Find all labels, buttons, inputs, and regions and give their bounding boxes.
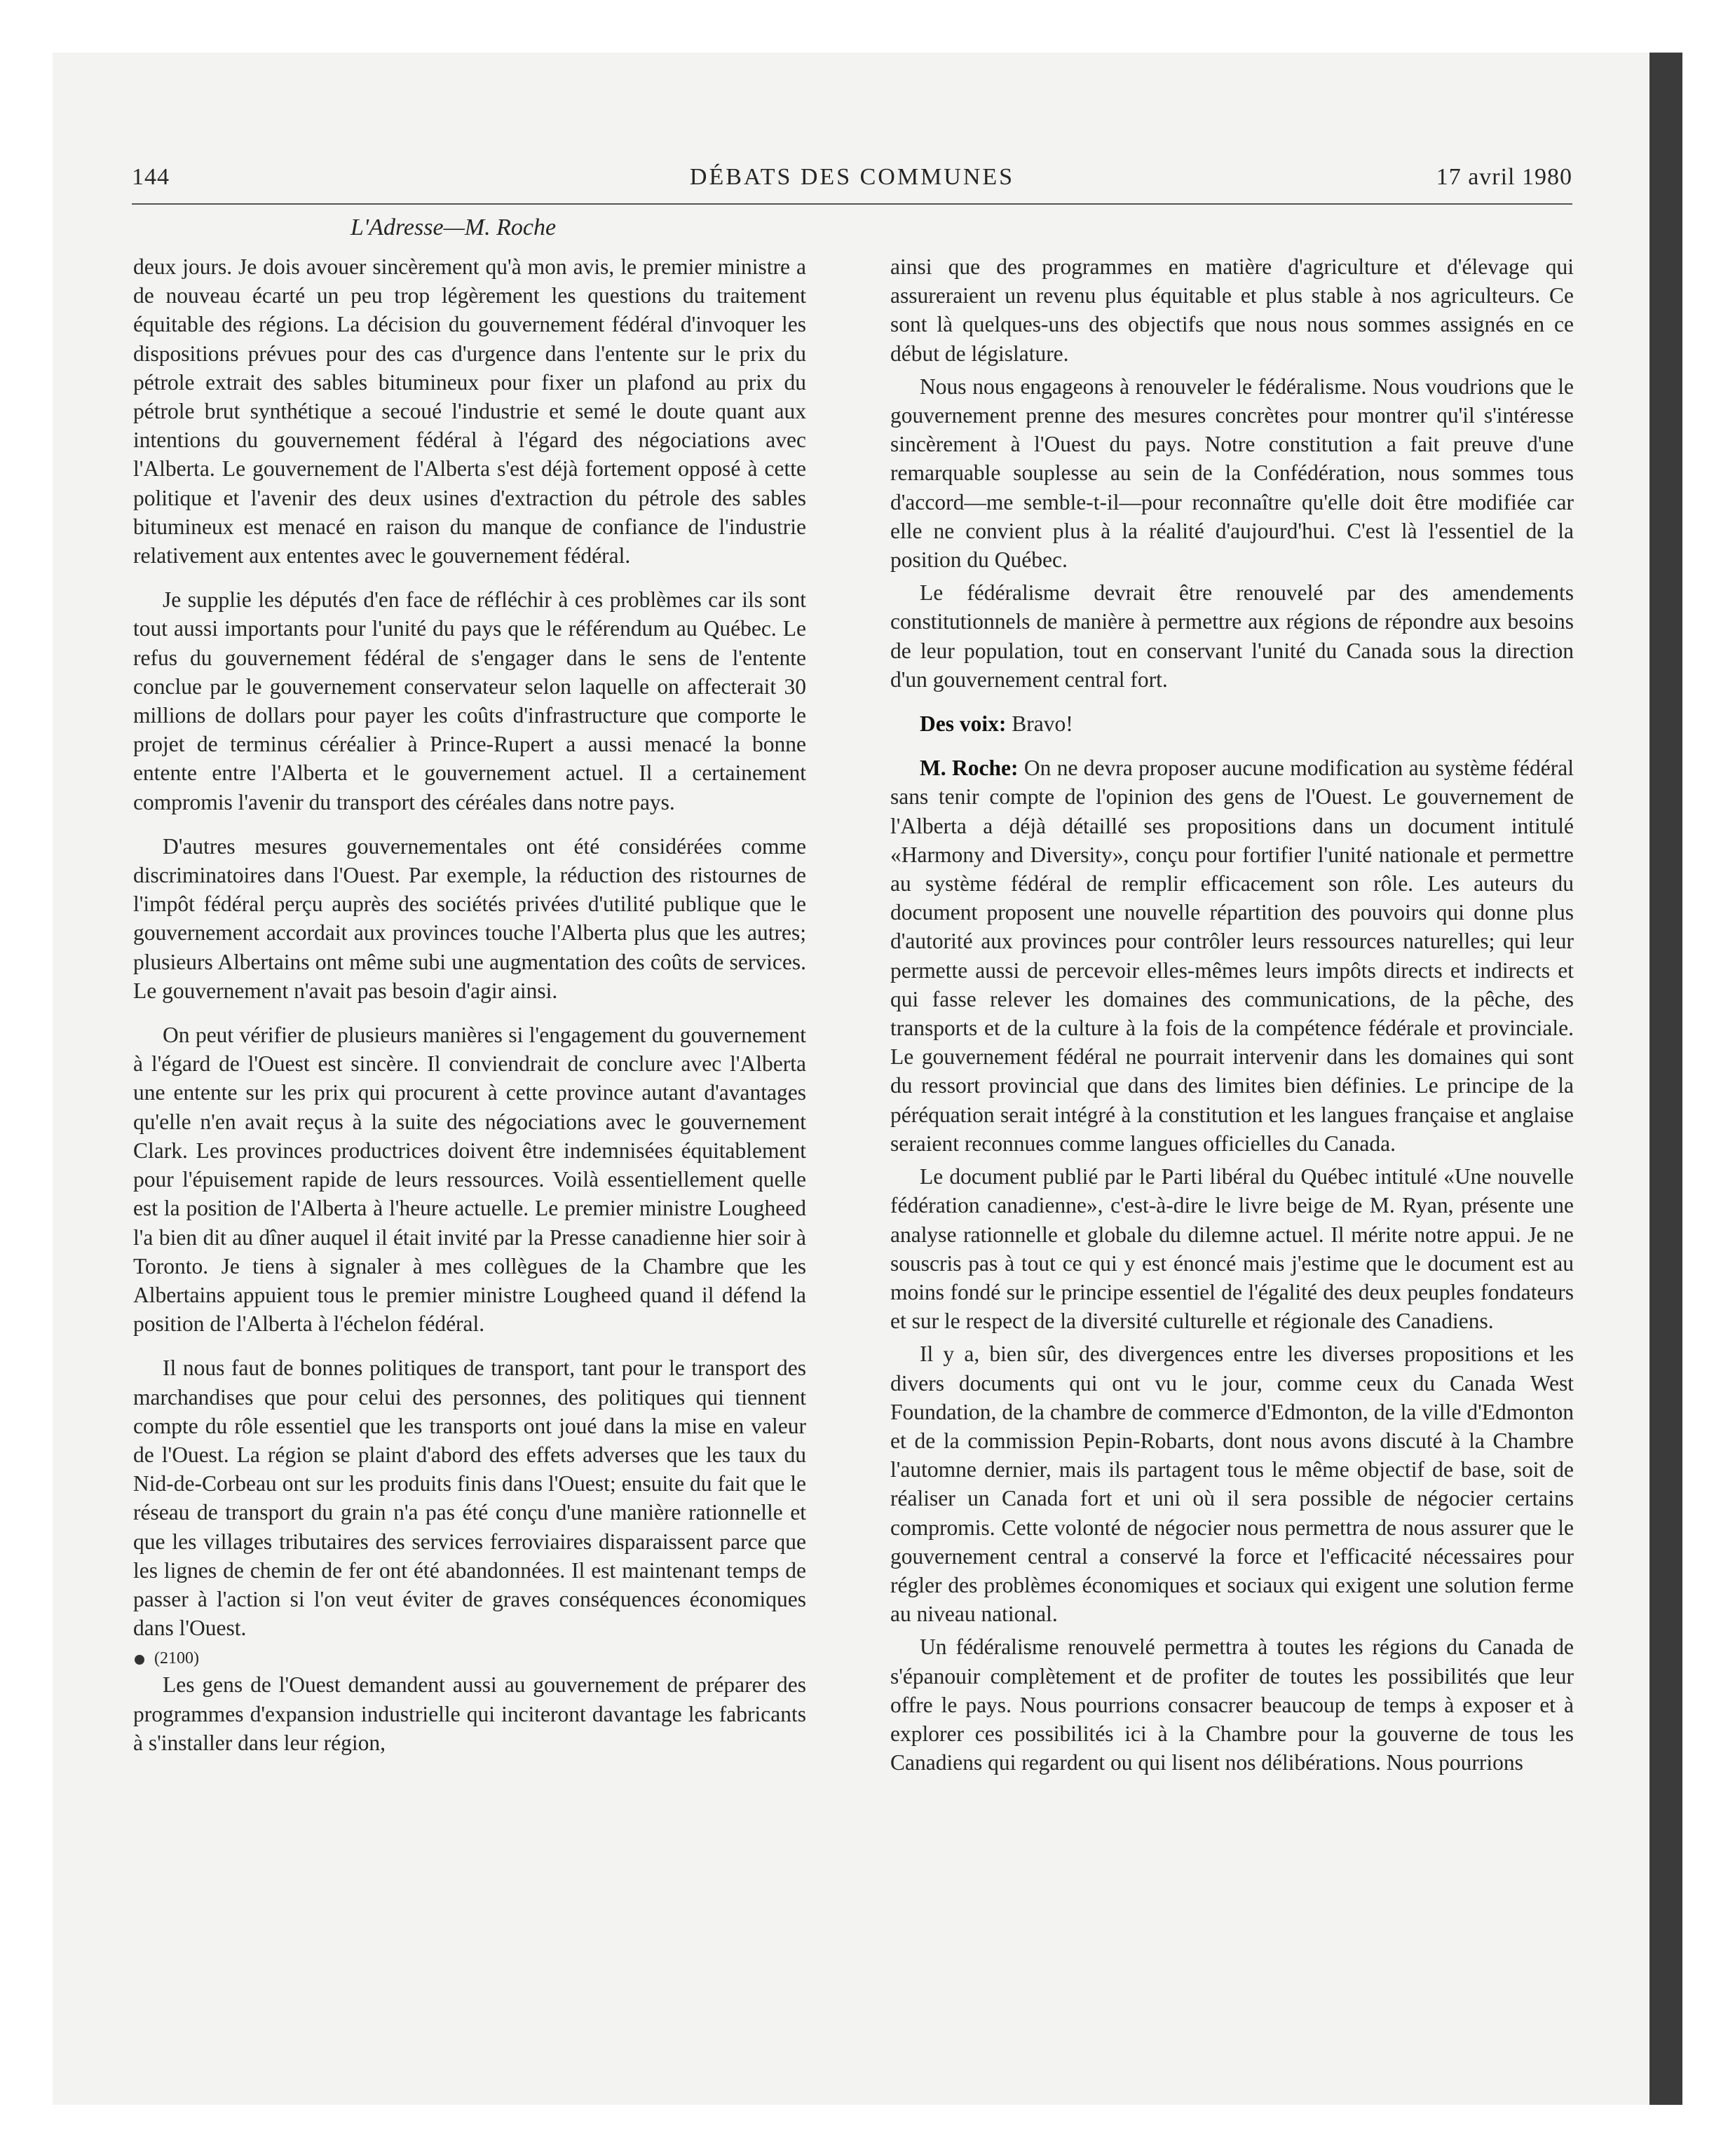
interjection <box>890 709 1574 738</box>
paragraph: On peut vérifier de plusieurs manières si l'engagement du gouvernement à l'égard de l'Ouest est sincère. Il conviendrait de conclure avec l'Alberta une entente sur les prix qui procurent à cette province autant d'avantages qu'elle n'en avait reçus à la suite des négociations avec le gouvernement Clark. Les provinces productrices doivent être indemnisées équitablement pour l'épuisement rapide de leurs ressources. Voilà essentiellement quelle est la position de l'Alberta à l'heure actuelle. Le premier ministre Lougheed l'a bien dit au dîner auquel il était invité par la Presse canadienne hier soir à Toronto. Je tiens à signaler à mes collègues de la Chambre que les Albertains appuient tous le premier ministre Lougheed quand il défend la position de l'Alberta à l'échelon fédéral. <box>133 1023 806 1337</box>
speech-text: On ne devra proposer aucune modification au système fédéral sans tenir compte de l'opinion des gens de l'Ouest. Le gouvernement de l'Alberta a déjà détaillé ses propositions dans un document intitulé «Harmony and Diversity», conçu pour fortifier l'unité nationale et permettre au système fédéral de remplir efficacement son rôle. Les auteurs du document proposent une nouvelle répartition des pouvoirs qui donne plus d'autorité aux provinces pour contrôler leurs ressources naturelles; qui leur permette aussi de percevoir elles-mêmes leurs impôts directs et indirects et qui fasse relever les domaines des communications, de la pêche, des transports et de la culture à la fois de la compétence fédérale et provinciale. Le gouvernement fédéral ne pourrait intervenir dans les domaines qui sont du ressort provincial que dans des limites bien définies. Le principe de la péréquation serait intégré à la constitution et les langues française et anglaise seraient reconnues comme langues officielles du Canada. <box>890 756 1574 1156</box>
page-header <box>132 161 1572 205</box>
paragraph: Le document publié par le Parti libéral du Québec intitulé «Une nouvelle fédération canadienne», c'est-à-dire le livre beige de M. Ryan, présente une analyse rationnelle et globale du dilemne actuel. Il mérite notre appui. Je ne souscris pas à tout ce qui y est énoncé mais j'estime que le document est au moins fondé sur le principe essentiel de l'égalité des deux peuples fondateurs et sur le respect de la diversité culturelle et régionale des Canadiens. <box>890 1164 1574 1334</box>
running-head: L'Adresse—M. Roche <box>351 214 557 240</box>
paragraph: Un fédéralisme renouvelé permettra à toutes les régions du Canada de s'épanouir complètement et de profiter de toutes les possibilités que leur offre le pays. Nous pourrions consacrer beaucoup de temps à exposer et à explorer ces possibilités ici à la Chambre pour la gouverne de tous les Canadiens qui regardent ou qui lisent nos délibérations. Nous pourrions <box>890 1635 1574 1775</box>
time-marker-label: (2100) <box>154 1649 199 1668</box>
publication-date: 17 avril 1980 <box>1436 164 1572 190</box>
paragraph: Il y a, bien sûr, des divergences entre les diverses propositions et les divers documents qui ont vu le jour, comme ceux du Canada West Foundation, de la chambre de commerce d'Edmonton, de la ville d'Edmonton et de la commission Pepin-Robarts, dont nous avons discuté à la Chambre l'automne dernier, mais ils partagent tous le même objectif de base, soit de réaliser un Canada fort et uni où il sera possible de négocier certains compromis. Cette volonté de négocier nous permettra de nous assurer que le gouvernement central a conservé la force et l'efficacité nécessaires pour régler des problèmes économiques et sociaux qui exigent une solution ferme au niveau national. <box>890 1342 1574 1627</box>
publication-title: DÉBATS DES COMMUNES <box>689 164 1015 190</box>
scan-edge-shadow <box>1649 53 1682 2105</box>
bullet-icon <box>135 1655 144 1665</box>
page-number: 144 <box>132 164 170 190</box>
interjection-speaker: Des voix: <box>920 711 1007 737</box>
paragraph: Les gens de l'Ouest demandent aussi au gouvernement de préparer des programmes d'expansion industrielle qui inciteront davantage les fabricants à s'installer dans leur région, <box>133 1672 806 1755</box>
time-marker <box>133 1646 806 1670</box>
paragraph: ainsi que des programmes en matière d'agriculture et d'élevage qui assureraient un revenu plus équitable et plus stable à nos agriculteurs. Ce sont là quelques-uns des objectifs que nous nous sommes assignés en ce début de législature. <box>890 254 1574 366</box>
right-column <box>890 252 1574 1781</box>
paragraph: deux jours. Je dois avouer sincèrement qu'à mon avis, le premier ministre a de nouveau écarté un peu trop légèrement les questions du traitement équitable des régions. La décision du gouvernement fédéral d'invoquer les dispositions prévues pour des cas d'urgence dans l'entente sur le prix du pétrole extrait des sables bitumineux pour fixer un plafond au prix du pétrole brut synthétique a secoué l'industrie et semé le doute quant aux intentions du gouvernement fédéral à l'égard des négociations avec l'Alberta. Le gouvernement de l'Alberta s'est déjà fortement opposé à cette politique et l'avenir des deux usines d'extraction du pétrole des sables bitumineux est menacé en raison du manque de confiance de l'industrie relativement aux ententes avec le gouvernement fédéral. <box>133 254 806 568</box>
left-column <box>133 252 806 1761</box>
paragraph: Le fédéralisme devrait être renouvelé par des amendements constitutionnels de manière à permettre aux régions de répondre aux besoins de leur population, tout en conservant l'unité du Canada sous la direction d'un gouvernement central fort. <box>890 580 1574 692</box>
paragraph: Il nous faut de bonnes politiques de transport, tant pour le transport des marchandises que pour celui des personnes, des politiques qui tiennent compte du rôle essentiel que les transports ont joué dans la mise en valeur de l'Ouest. La région se plaint d'abord des effets adverses que les taux du Nid-de-Corbeau ont sur les produits finis dans l'Ouest; ensuite du fait que le réseau de transport du grain n'a pas été conçu d'une manière rationnelle et que les villages tributaires des services ferroviaires disparaissent parce que les lignes de chemin de fer ont été abandonnées. Il est maintenant temps de passer à l'action si l'on veut éviter de graves conséquences économiques dans l'Ouest. <box>133 1356 806 1641</box>
paragraph: Nous nous engageons à renouveler le fédéralisme. Nous voudrions que le gouvernement prenne des mesures concrètes pour montrer qu'il s'intéresse sincèrement à l'Ouest du pays. Notre constitution a fait preuve d'une remarquable souplesse au sein de la Confédération, nous sommes tous d'accord—me semble-t-il—pour reconnaître qu'elle doit être modifiée car elle ne convient plus à la réalité d'aujourd'hui. C'est là l'essentiel de la position du Québec. <box>890 374 1574 573</box>
interjection-text: Bravo! <box>1012 711 1073 737</box>
paragraph: D'autres mesures gouvernementales ont été considérées comme discriminatoires dans l'Ouest. Par exemple, la réduction des ristournes de l'impôt fédéral perçu auprès des sociétés privées d'utilité publique que le gouvernement accordait aux provinces touche l'Alberta plus que les autres; plusieurs Albertains ont même subi une augmentation des coûts de services. Le gouvernement n'avait pas besoin d'agir ainsi. <box>133 833 806 1003</box>
speaker-name: M. Roche: <box>920 756 1019 781</box>
paragraph: Je supplie les députés d'en face de réfléchir à ces problèmes car ils sont tout aussi importants pour l'unité du pays que le référendum au Québec. Le refus du gouvernement fédéral de s'engager dans le sens de l'entente conclue par le gouvernement conservateur selon laquelle on affecterait 30 millions de dollars pour payer les coûts d'infrastructure que comporte le projet de terminus céréalier à Prince-Rupert a aussi menacé la bonne entente entre l'Alberta et le gouvernement actuel. Il a certainement compromis l'avenir du transport des céréales dans notre pays. <box>133 587 806 814</box>
speech-paragraph <box>890 753 1574 1158</box>
